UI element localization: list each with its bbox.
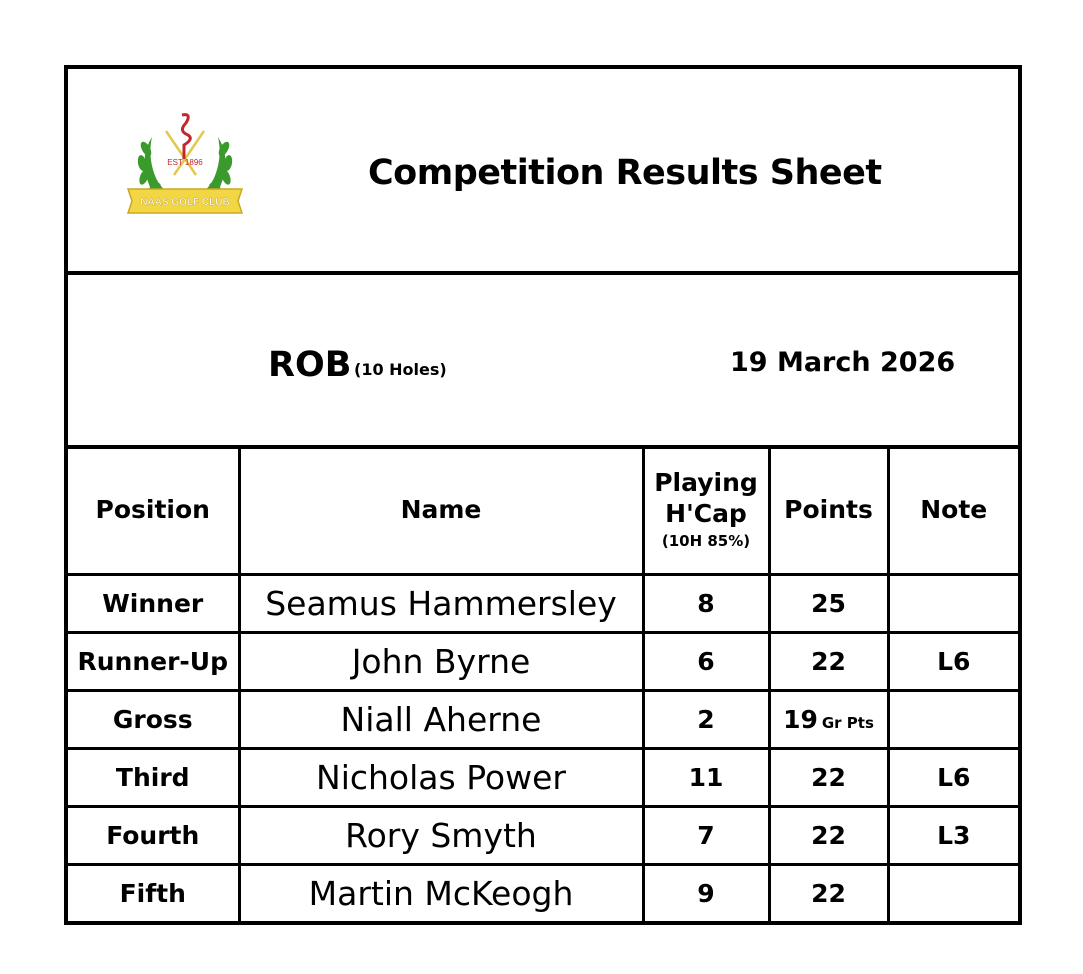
- page-title: Competition Results Sheet: [368, 153, 882, 193]
- row-points-value: 22: [811, 762, 846, 792]
- table-row: [68, 632, 1018, 690]
- row-points-value: 22: [811, 879, 846, 909]
- row-name: Niall Aherne: [239, 690, 643, 748]
- row-hcap: 6: [643, 632, 769, 690]
- header-hcap-sub: (10H 85%): [661, 531, 751, 550]
- row-points-value: 19: [783, 704, 818, 734]
- row-note: L6: [888, 748, 1018, 806]
- header-points: Points: [769, 447, 888, 574]
- row-name: Nicholas Power: [239, 748, 643, 806]
- row-note: [888, 864, 1018, 922]
- row-position: Fourth: [68, 806, 239, 864]
- competition-holes: (10 Holes): [354, 360, 447, 379]
- row-name: Rory Smyth: [239, 806, 643, 864]
- sheet-header: [68, 69, 1018, 275]
- row-points: [769, 864, 888, 922]
- row-name: Martin McKeogh: [239, 864, 643, 922]
- row-note: L6: [888, 632, 1018, 690]
- competition-date: 19 March 2026: [730, 347, 956, 378]
- row-points-value: 22: [811, 646, 846, 676]
- row-name: John Byrne: [239, 632, 643, 690]
- row-points: [769, 574, 888, 632]
- row-hcap: 9: [643, 864, 769, 922]
- table-row: [68, 748, 1018, 806]
- row-points: [769, 632, 888, 690]
- header-hcap-line2: H'Cap: [665, 498, 747, 528]
- competition-name: ROB: [268, 345, 352, 385]
- table-row: [68, 864, 1018, 922]
- crest-est-text: EST 1896: [167, 158, 203, 167]
- table-row: [68, 806, 1018, 864]
- crest-club-text: NAAS GOLF CLUB: [140, 197, 230, 208]
- header-note: Note: [888, 447, 1018, 574]
- row-note: [888, 574, 1018, 632]
- row-hcap: 7: [643, 806, 769, 864]
- club-crest-logo: [122, 109, 248, 219]
- row-hcap: 2: [643, 690, 769, 748]
- results-table: [68, 447, 1018, 922]
- row-note: L3: [888, 806, 1018, 864]
- row-position: Winner: [68, 574, 239, 632]
- row-points: [769, 690, 888, 748]
- competition-info: [68, 275, 1018, 449]
- row-points: [769, 748, 888, 806]
- row-points-value: 25: [811, 588, 846, 618]
- header-hcap-line1: Playing: [654, 467, 758, 497]
- header-name: Name: [239, 447, 643, 574]
- table-row: [68, 574, 1018, 632]
- header-position: Position: [68, 447, 239, 574]
- row-hcap: 11: [643, 748, 769, 806]
- row-points-value: 22: [811, 820, 846, 850]
- row-position: Third: [68, 748, 239, 806]
- row-position: Fifth: [68, 864, 239, 922]
- header-hcap: [643, 447, 769, 574]
- row-points: [769, 806, 888, 864]
- table-row: [68, 690, 1018, 748]
- row-note: [888, 690, 1018, 748]
- row-name: Seamus Hammersley: [239, 574, 643, 632]
- row-points-sub: Gr Pts: [821, 713, 874, 732]
- row-hcap: 8: [643, 574, 769, 632]
- row-position: Gross: [68, 690, 239, 748]
- row-position: Runner-Up: [68, 632, 239, 690]
- table-header-row: [68, 447, 1018, 574]
- results-sheet: [64, 65, 1022, 925]
